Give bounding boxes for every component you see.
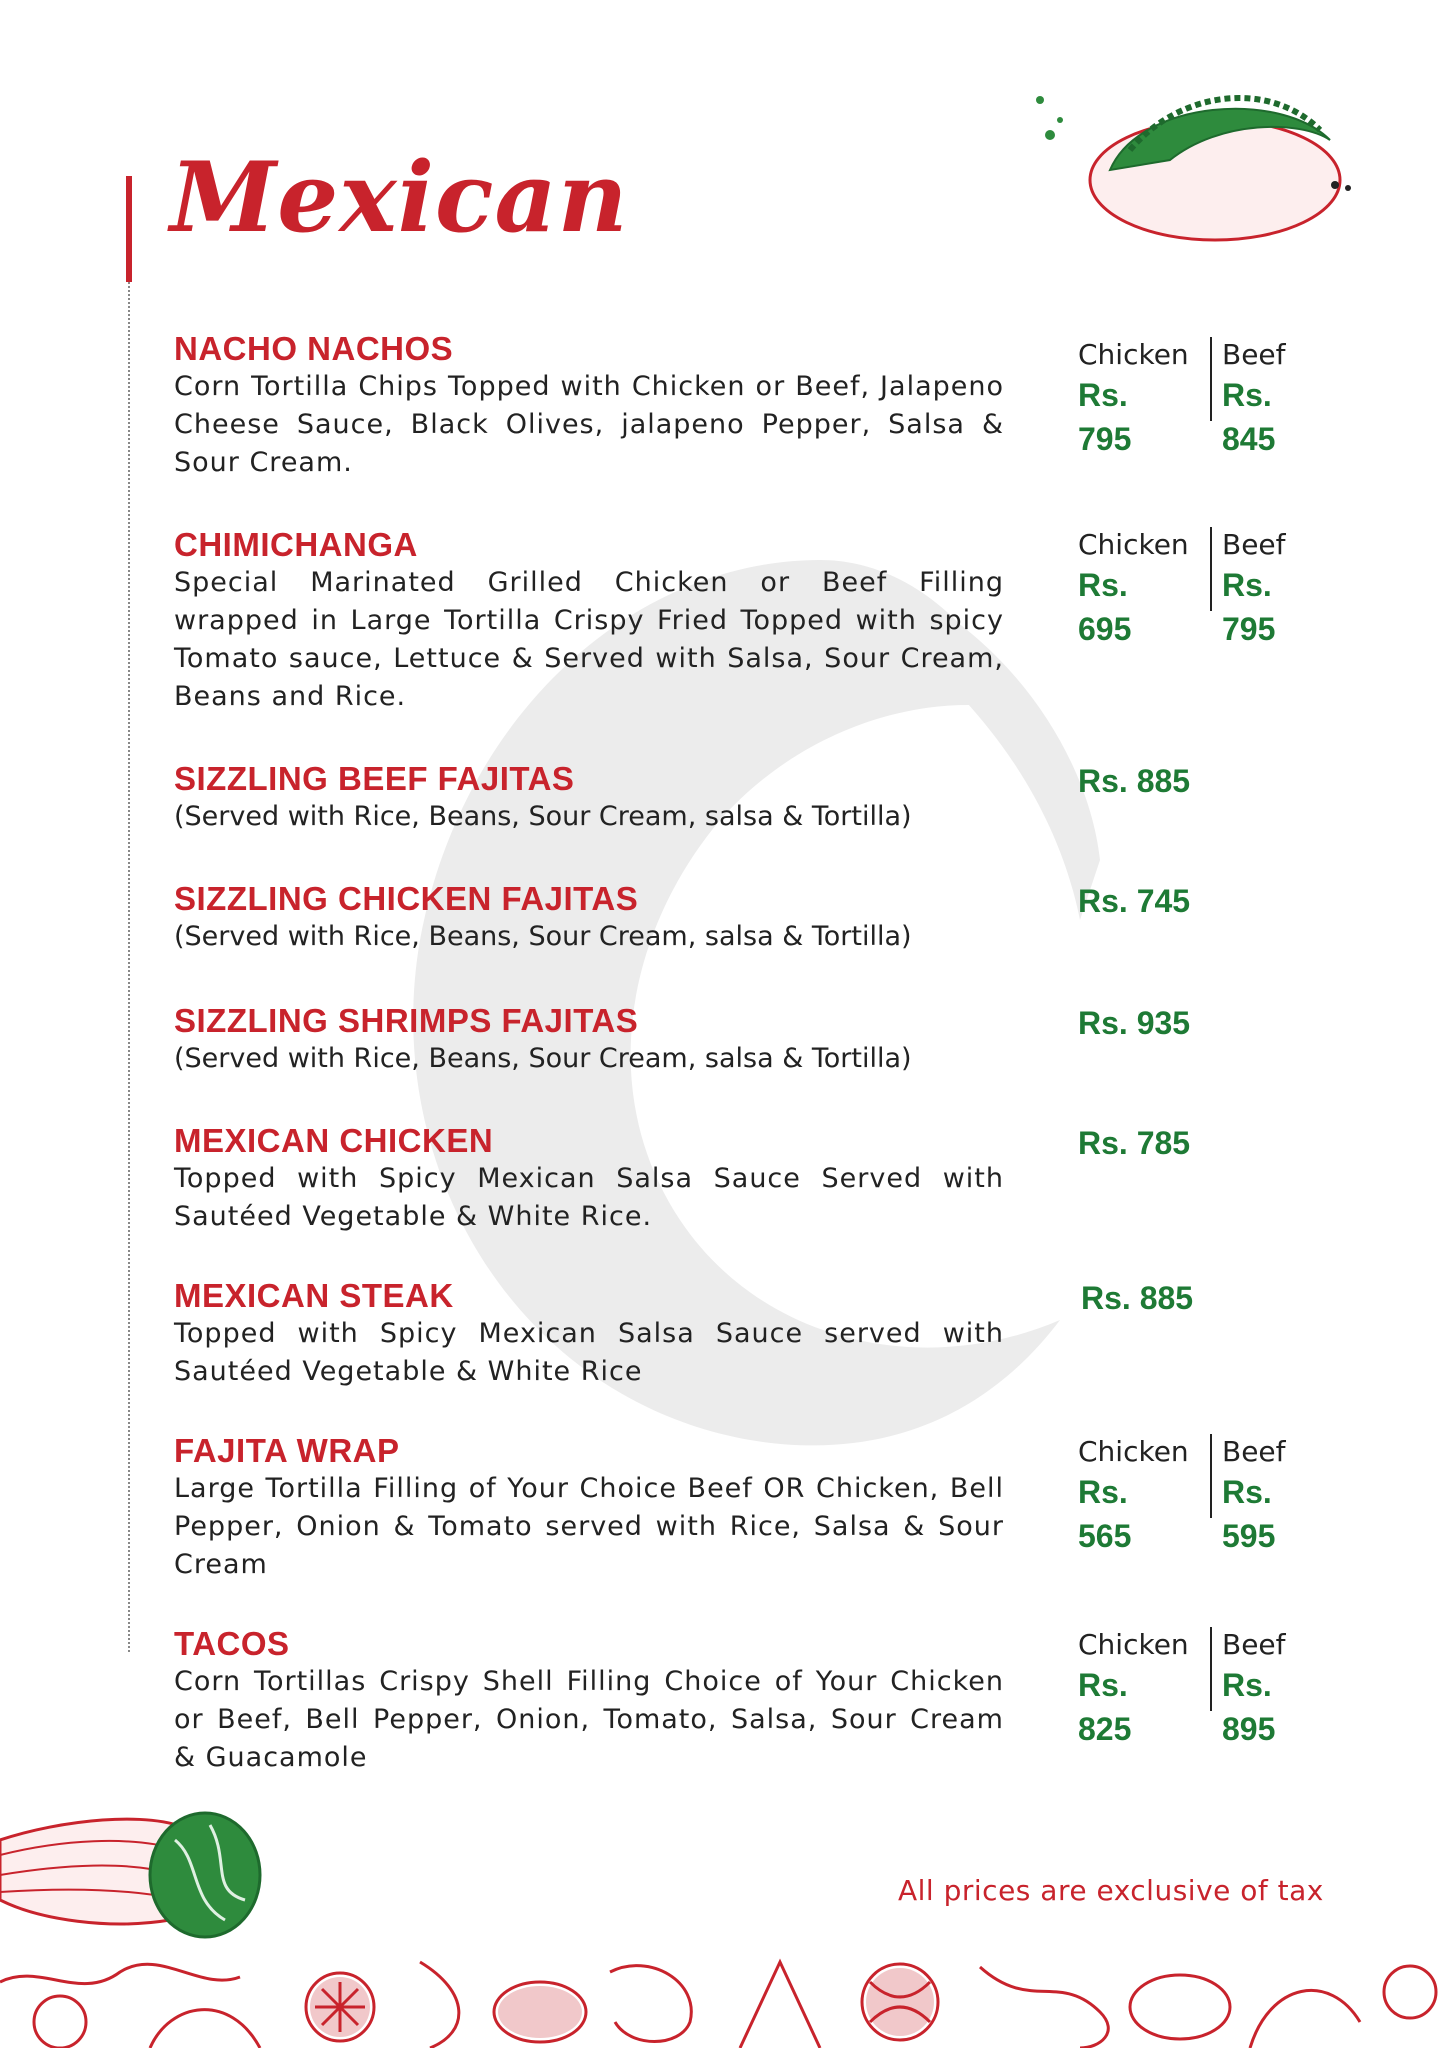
menu-item-tacos xyxy=(174,1625,1004,1777)
price-label-beef: Beef xyxy=(1222,338,1286,371)
item-name: FAJITA WRAP xyxy=(174,1432,400,1469)
price-sizzling-chicken-fajitas: Rs. 745 xyxy=(1078,883,1191,919)
item-name: MEXICAN CHICKEN xyxy=(174,1122,494,1159)
price-sizzling-beef-fajitas: Rs. 885 xyxy=(1078,763,1191,799)
price-beef: Rs. 845 xyxy=(1222,377,1276,457)
price-label-chicken: Chicken xyxy=(1078,338,1189,371)
item-name: SIZZLING BEEF FAJITAS xyxy=(174,760,575,797)
menu-item-mexican-chicken xyxy=(174,1122,1004,1236)
price-label-beef: Beef xyxy=(1222,1435,1286,1468)
price-beef: Rs. 795 xyxy=(1222,567,1276,647)
burrito-illustration xyxy=(0,1780,290,1950)
price-chicken: Rs. 695 xyxy=(1078,567,1132,647)
item-description: Topped with Spicy Mexican Salsa Sauce Served with Sautéed Vegetable & White Rice. xyxy=(174,1163,1004,1232)
page-title: Mexican xyxy=(170,141,629,254)
item-description: Large Tortilla Filling of Your Choice Beef OR Chicken, Bell Pepper, Onion & Tomato served with Rice, Salsa & Sour Cream xyxy=(174,1473,1004,1580)
item-name: SIZZLING CHICKEN FAJITAS xyxy=(174,880,639,917)
menu-item-fajita-wrap xyxy=(174,1432,1004,1584)
dotted-margin-rule xyxy=(128,282,130,1652)
item-name: TACOS xyxy=(174,1625,290,1662)
item-description: (Served with Rice, Beans, Sour Cream, salsa & Tortilla) xyxy=(174,921,912,952)
item-description: Corn Tortillas Crispy Shell Filling Choice of Your Chicken or Beef, Bell Pepper, Onion, Tomato, Salsa, Sour Cream & Guacamole xyxy=(174,1666,1004,1773)
menu-item-sizzling-beef-fajitas xyxy=(174,760,1004,836)
price-label-beef: Beef xyxy=(1222,1628,1286,1661)
item-description: (Served with Rice, Beans, Sour Cream, salsa & Tortilla) xyxy=(174,1043,912,1074)
item-description: (Served with Rice, Beans, Sour Cream, salsa & Tortilla) xyxy=(174,801,912,832)
price-mexican-chicken: Rs. 785 xyxy=(1078,1125,1191,1161)
price-chicken: Rs. 795 xyxy=(1078,377,1132,457)
price-label-beef: Beef xyxy=(1222,528,1286,561)
menu-item-sizzling-chicken-fajitas xyxy=(174,880,1004,956)
price-label-chicken: Chicken xyxy=(1078,528,1189,561)
item-description: Corn Tortilla Chips Topped with Chicken or Beef, Jalapeno Cheese Sauce, Black Olives, jalapeno Pepper, Salsa & Sour Cream. xyxy=(174,371,1004,478)
price-mexican-steak: Rs. 885 xyxy=(1081,1280,1194,1316)
price-label-chicken: Chicken xyxy=(1078,1628,1189,1661)
item-name: CHIMICHANGA xyxy=(174,526,418,563)
price-chicken: Rs. 565 xyxy=(1078,1474,1132,1554)
price-chicken: Rs. 825 xyxy=(1078,1667,1132,1747)
menu-item-nacho-nachos xyxy=(174,330,1004,482)
title-accent-bar xyxy=(126,176,132,282)
item-name: NACHO NACHOS xyxy=(174,330,454,367)
item-name: SIZZLING SHRIMPS FAJITAS xyxy=(174,1002,639,1039)
price-beef: Rs. 895 xyxy=(1222,1667,1276,1747)
taco-illustration xyxy=(1020,60,1370,260)
food-sketch-footer xyxy=(0,1952,1448,2048)
menu-item-chimichanga xyxy=(174,526,1004,716)
item-description: Special Marinated Grilled Chicken or Beef Filling wrapped in Large Tortilla Crispy Fried Topped with spicy Tomato sauce, Lettuce & Served with Salsa, Sour Cream, Beans and Rice. xyxy=(174,567,1004,712)
item-name: MEXICAN STEAK xyxy=(174,1277,454,1314)
price-label-chicken: Chicken xyxy=(1078,1435,1189,1468)
tax-note: All prices are exclusive of tax xyxy=(898,1874,1324,1907)
menu-item-sizzling-shrimps-fajitas xyxy=(174,1002,1004,1078)
price-sizzling-shrimps-fajitas: Rs. 935 xyxy=(1078,1005,1191,1041)
price-beef: Rs. 595 xyxy=(1222,1474,1276,1554)
item-description: Topped with Spicy Mexican Salsa Sauce served with Sautéed Vegetable & White Rice xyxy=(174,1318,1004,1387)
menu-item-mexican-steak xyxy=(174,1277,1004,1391)
